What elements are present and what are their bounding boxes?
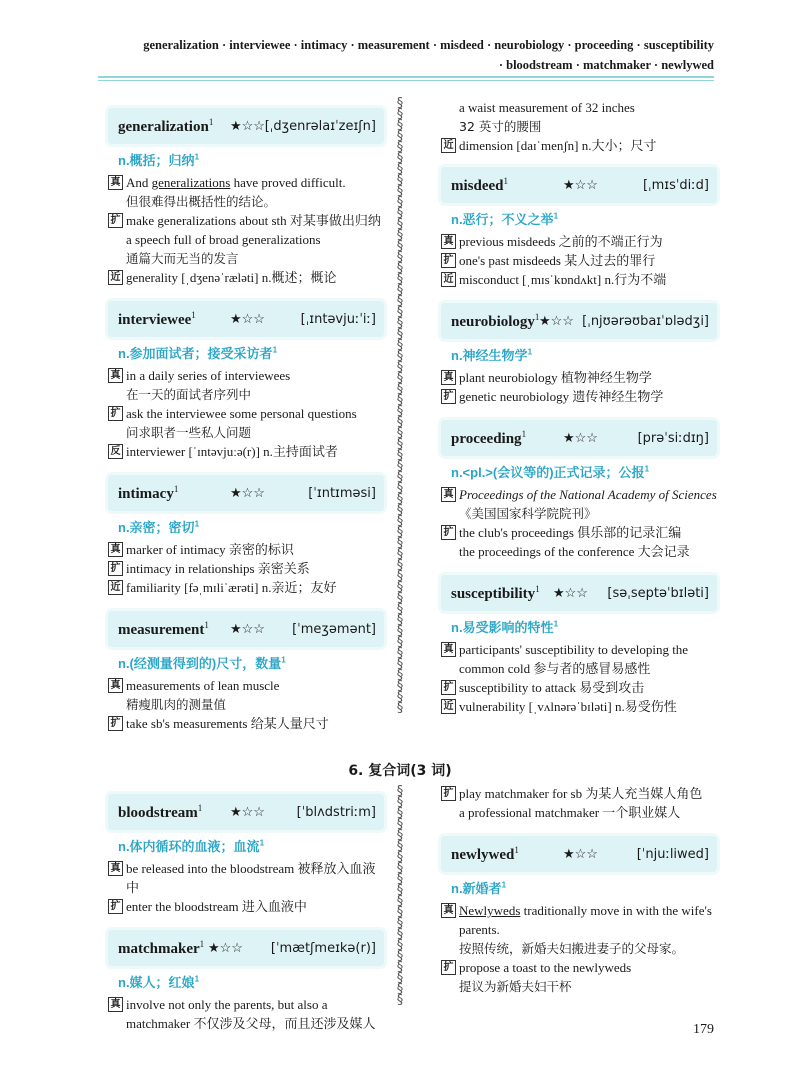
entry-generalization [108, 108, 384, 287]
fan-tag-icon: 反 [108, 444, 123, 459]
antonym-line: 反 interviewer [ˈɪntəvjuːə(r)] n.主持面试者 [108, 442, 384, 461]
example-line-cont: common cold 参与者的感冒易感性 [459, 661, 651, 676]
example-translation: 按照传统，新婚夫妇搬进妻子的父母家。 [459, 941, 685, 956]
headword: bloodstream$^1$ [118, 802, 203, 821]
phonetic: [səˌseptəˈbɪləti] [607, 585, 709, 601]
synonym-line: 近 dimension [daɪˈmenʃn] n.大小；尺寸 [441, 136, 717, 155]
entry-bloodstream [108, 794, 384, 916]
phonetic: [ˌɪntəvjuːˈiː] [300, 311, 376, 327]
jin-tag-icon: 近 [108, 580, 123, 595]
part-of-speech: n.概括；归纳$^1$ [118, 152, 200, 168]
frequency-stars: ★☆☆ [563, 177, 598, 192]
right-column-bottom [441, 784, 717, 996]
extension-line: 扩 take sb's measurements 给某人量尺寸 [108, 714, 384, 733]
kuo-tag-icon: 扩 [108, 899, 123, 914]
extension-line: a waist measurement of 32 inches [459, 100, 635, 115]
part-of-speech: n.亲密；密切$^1$ [118, 519, 200, 535]
zhen-tag-icon: 真 [108, 997, 123, 1012]
phonetic: [ˈmeʒəmənt] [292, 621, 376, 637]
kuo-tag-icon: 扩 [441, 389, 456, 404]
example-line: 真 marker of intimacy 亲密的标识 [108, 540, 384, 559]
entry-susceptibility [441, 575, 717, 716]
extension-line: 扩 play matchmaker for sb 为某人充当媒人角色 [441, 784, 717, 803]
extension-line: a speech full of broad generalizations [126, 232, 321, 247]
extension-line: 扩 propose a toast to the newlyweds [441, 958, 717, 977]
headword-box [441, 420, 717, 456]
zhen-tag-icon: 真 [108, 368, 123, 383]
frequency-stars: ★☆☆ [563, 846, 598, 861]
jin-tag-icon: 近 [108, 270, 123, 285]
example-line: 真 measurements of lean muscle [108, 676, 384, 695]
part-of-speech: n.恶行；不义之举$^1$ [451, 211, 559, 227]
zhen-tag-icon: 真 [441, 903, 456, 918]
kuo-tag-icon: 扩 [441, 253, 456, 268]
example-line: 真 in a daily series of interviewees [108, 366, 384, 385]
zhen-tag-icon: 真 [108, 861, 123, 876]
headword: neurobiology$^1$ [451, 311, 540, 330]
entry-newlywed [441, 836, 717, 996]
extension-translation: 问求职者一些私人问题 [126, 425, 252, 440]
example-line: 真 And generalizations have proved difficult. [108, 173, 384, 192]
example-line: 真 be released into the bloodstream 被释放入血液中 [108, 859, 384, 897]
example-line: 真 participants' susceptibility to developing the [441, 640, 717, 659]
zhen-tag-icon: 真 [108, 175, 123, 190]
entry-misdeed [441, 167, 717, 289]
frequency-stars: ★☆☆ [539, 313, 574, 328]
frequency-stars: ★☆☆ [230, 118, 265, 133]
kuo-tag-icon: 扩 [441, 786, 456, 801]
zhen-tag-icon: 真 [441, 370, 456, 385]
header-rule [98, 76, 714, 78]
kuo-tag-icon: 扩 [441, 680, 456, 695]
headword: newlywed$^1$ [451, 844, 519, 863]
zhen-tag-icon: 真 [441, 234, 456, 249]
zhen-tag-icon: 真 [108, 678, 123, 693]
kuo-tag-icon: 扩 [441, 525, 456, 540]
frequency-stars: ★☆☆ [230, 804, 265, 819]
headword-box [108, 108, 384, 144]
frequency-stars: ★☆☆ [553, 585, 588, 600]
part-of-speech: n.(经测量得到的)尺寸，数量$^1$ [118, 655, 286, 671]
zhen-tag-icon: 真 [441, 642, 456, 657]
zhen-tag-icon: 真 [441, 487, 456, 502]
kuo-tag-icon: 扩 [108, 406, 123, 421]
part-of-speech: n.易受影响的特性$^1$ [451, 619, 559, 635]
column-divider-top: § § § § § § § § § § § § § § § § § § § § § § § § § § § § § § § § § § § § § § § § § § § § § § § § § § § § § § § § [396, 96, 404, 716]
synonym-line: 近 vulnerability [ˌvʌlnərəˈbɪləti] n.易受伤性 [441, 697, 717, 716]
page-number: 179 [693, 1022, 714, 1037]
extension-line: 扩 ask the interviewee some personal questions [108, 404, 384, 423]
part-of-speech: n.体内循环的血液；血流$^1$ [118, 838, 265, 854]
right-column-top [441, 98, 717, 716]
headword-box [441, 167, 717, 203]
extension-line: 扩 one's past misdeeds 某人过去的罪行 [441, 251, 717, 270]
headword-box [108, 475, 384, 511]
entry-intimacy [108, 475, 384, 597]
phonetic: [ˈblʌdstriːm] [296, 804, 376, 820]
headword-box [441, 836, 717, 872]
extension-translation: 提议为新婚夫妇干杯 [459, 979, 572, 994]
example-line-cont: matchmaker 不仅涉及父母，而且还涉及媒人 [126, 1016, 376, 1031]
example-line: 真 plant neurobiology 植物神经生物学 [441, 368, 717, 387]
left-column-bottom [108, 790, 384, 1033]
part-of-speech: n.神经生物学$^1$ [451, 347, 533, 363]
entry-proceeding [441, 420, 717, 561]
phonetic: [ˌnjʊərəʊbaɪˈɒlədʒi] [582, 313, 709, 329]
headword: matchmaker$^1$ [118, 938, 205, 957]
extension-line: 扩 genetic neurobiology 遗传神经生物学 [441, 387, 717, 406]
kuo-tag-icon: 扩 [108, 213, 123, 228]
extension-line: 扩 make generalizations about sth 对某事做出归纳 [108, 211, 384, 230]
example-line: 真 Newlyweds traditionally move in with the wife's [441, 901, 717, 920]
header-rule-thin [98, 80, 714, 81]
frequency-stars: ★☆☆ [208, 940, 243, 955]
headword-box [441, 575, 717, 611]
headword-box [108, 930, 384, 966]
jin-tag-icon: 近 [441, 699, 456, 714]
kuo-tag-icon: 扩 [108, 716, 123, 731]
entry-interviewee [108, 301, 384, 461]
headword: misdeed$^1$ [451, 175, 508, 194]
section-title: 6. 复合词(3 词) [348, 763, 452, 779]
frequency-stars: ★☆☆ [230, 621, 265, 636]
frequency-stars: ★☆☆ [563, 430, 598, 445]
extension-line: a professional matchmaker 一个职业媒人 [459, 805, 681, 820]
extension-translation: 32 英寸的腰围 [459, 119, 542, 134]
kuo-tag-icon: 扩 [441, 960, 456, 975]
extension-line: 扩 susceptibility to attack 易受到攻击 [441, 678, 717, 697]
example-line: 真 involve not only the parents, but also a [108, 995, 384, 1014]
phonetic: [ˈmætʃmeɪkə(r)] [270, 940, 376, 956]
jin-tag-icon: 近 [441, 272, 456, 287]
part-of-speech: n.新婚者$^1$ [451, 880, 507, 896]
headword: proceeding$^1$ [451, 428, 527, 447]
header-words-line-1: generalization · interviewee · intimacy · measurement · misdeed · neurobiology · proceeding · susceptibility [143, 38, 714, 52]
example-translation: 在一天的面试者序列中 [126, 387, 252, 402]
frequency-stars: ★☆☆ [230, 311, 265, 326]
synonym-line: 近 generality [ˌdʒenəˈræləti] n.概述；概论 [108, 268, 384, 287]
kuo-tag-icon: 扩 [108, 561, 123, 576]
extension-line: 扩 enter the bloodstream 进入血液中 [108, 897, 384, 916]
header-words-line-2: · bloodstream · matchmaker · newlywed [498, 58, 714, 72]
extension-line: the proceedings of the conference 大会记录 [459, 544, 690, 559]
headword: measurement$^1$ [118, 619, 209, 638]
phonetic: [ˌdʒenrəlaɪˈzeɪʃn] [264, 118, 376, 134]
extension-line: 扩 intimacy in relationships 亲密关系 [108, 559, 384, 578]
synonym-line: 近 familiarity [fəˌmɪliˈærəti] n.亲近；友好 [108, 578, 384, 597]
entry-measurement [108, 611, 384, 733]
jin-tag-icon: 近 [441, 138, 456, 153]
zhen-tag-icon: 真 [108, 542, 123, 557]
headword-box [108, 794, 384, 830]
part-of-speech: n.参加面试者；接受采访者$^1$ [118, 345, 278, 361]
extension-line: 扩 the club's proceedings 俱乐部的记录汇编 [441, 523, 717, 542]
phonetic: [ˈɪntɪməsi] [308, 485, 376, 501]
example-line-cont: parents. [459, 922, 500, 937]
headword: susceptibility$^1$ [451, 583, 540, 602]
headword-box [108, 301, 384, 337]
headword: interviewee$^1$ [118, 309, 196, 328]
example-translation: 《美国国家科学院院刊》 [459, 506, 597, 521]
headword: generalization$^1$ [118, 116, 214, 135]
entry-matchmaker [108, 930, 384, 1033]
example-translation: 但很难得出概括性的结论。 [126, 194, 277, 209]
example-line: 真 previous misdeeds 之前的不端正行为 [441, 232, 717, 251]
example-line: 真 Proceedings of the National Academy of Sciences [441, 485, 717, 504]
phonetic: [ˌmɪsˈdiːd] [642, 177, 709, 193]
example-translation: 精瘦肌肉的测量值 [126, 697, 227, 712]
phonetic: [prəˈsiːdɪŋ] [637, 430, 709, 446]
extension-translation: 通篇大而无当的发言 [126, 251, 239, 266]
left-column-top [108, 104, 384, 733]
headword: intimacy$^1$ [118, 483, 179, 502]
phonetic: [ˈnjuːliwed] [636, 846, 709, 862]
entry-neurobiology [441, 303, 717, 406]
synonym-line: 近 misconduct [ˌmɪsˈkɒndʌkt] n.行为不端 [441, 270, 717, 289]
part-of-speech: n.<pl.>(会议等的)正式记录；公报$^1$ [451, 464, 650, 480]
headword-box [108, 611, 384, 647]
headword-box [441, 303, 717, 339]
part-of-speech: n.媒人；红娘$^1$ [118, 974, 200, 990]
frequency-stars: ★☆☆ [230, 485, 265, 500]
column-divider-bottom: § § § § § § § § § § § § § § § § § § § § [396, 784, 404, 1008]
